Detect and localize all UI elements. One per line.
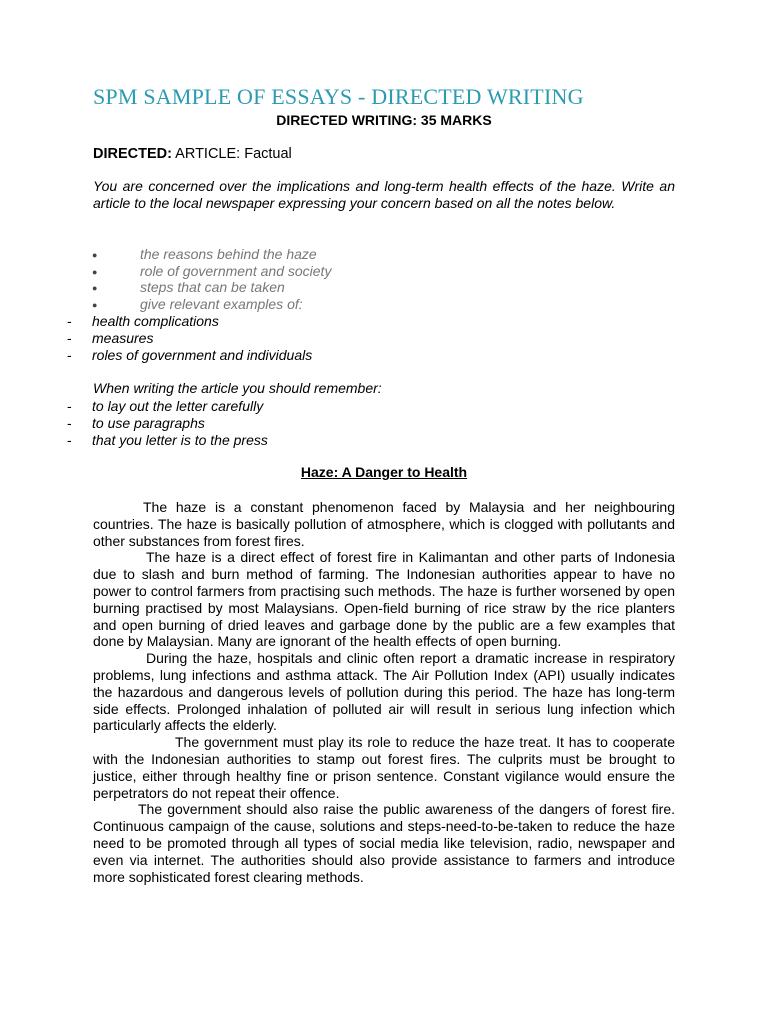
list-item: - roles of government and individuals — [67, 346, 313, 363]
directed-line — [93, 146, 292, 162]
directed-label: DIRECTED: — [93, 146, 172, 162]
remember-list — [0, 398, 768, 448]
bullet-icon: ● — [92, 266, 98, 277]
essay-paragraph: During the haze, hospitals and clinic often report a dramatic increase in respiratory problems, lung infections and asthma attack. The Air Pollution Index (API) usually indicates the hazardous and dangerous levels of pollution during this period. The haze has long-term side effects. Prolonged inhalation of polluted air will result in serious lung infection which particularly affects the elderly. — [93, 650, 675, 734]
task-instructions: You are concerned over the implications and long-term health effects of the haze. Write an article to the local newspaper expressing your concern based on all the notes below. — [93, 178, 675, 211]
directed-value: ARTICLE: Factual — [171, 146, 292, 162]
list-item: - to use paragraphs — [67, 414, 205, 431]
list-item: - to lay out the letter carefully — [67, 398, 264, 414]
list-item: ● steps that can be taken — [92, 279, 285, 295]
essay-body — [93, 499, 675, 885]
essay-paragraph: The government should also raise the public awareness of the dangers of forest fire. Continuous campaign of the cause, solutions and steps-need-to-be-taken to reduce the haze need to be promoted through all types of social media like television, radio, newspaper and even via internet. The authorities should also provide assistance to farmers and introduce more sophisticated forest clearing methods. — [93, 801, 675, 885]
list-item: - health complications — [67, 313, 219, 329]
essay-paragraph: The haze is a direct effect of forest fire in Kalimantan and other parts of Indonesia due to slash and burn method of farming. The Indonesian authorities appear to have no power to control farmers from practising such methods. The haze is further worsened by open burning practised by most Malaysians. Open-field burning of rice straw by the rice planters and open burning of dried leaves and garbage done by the public are a few examples that done by Malaysian. Many are ignorant of the health effects of open burning. — [93, 549, 675, 650]
list-item: ● give relevant examples of: — [92, 295, 303, 312]
bullet-icon: ● — [92, 250, 98, 260]
list-item: - measures — [67, 329, 154, 346]
notes-bullet-list — [0, 246, 768, 312]
examples-list — [0, 313, 768, 363]
bullet-icon: ● — [92, 299, 98, 310]
document-title: SPM SAMPLE OF ESSAYS - DIRECTED WRITING — [93, 84, 584, 109]
remember-heading: When writing the article you should remember: — [93, 380, 382, 396]
essay-paragraph: The government must play its role to reduce the haze treat. It has to cooperate with the Indonesian authorities to stamp out forest fires. The culprits must be brought to justice, either through healthy fine or prison sentence. Constant vigilance would ensure the perpetrators do not repeat their offence. — [93, 734, 675, 801]
bullet-icon: ● — [92, 283, 98, 293]
list-item: ● the reasons behind the haze — [92, 246, 317, 262]
list-item: ● role of government and society — [92, 262, 332, 279]
essay-title: Haze: A Danger to Health — [300, 464, 468, 480]
document-subtitle: DIRECTED WRITING: 35 MARKS — [276, 112, 492, 128]
list-item: - that you letter is to the press — [67, 431, 268, 448]
essay-paragraph: The haze is a constant phenomenon faced by Malaysia and her neighbouring countries. The haze is basically pollution of atmosphere, which is clogged with pollutants and other substances from forest fires. — [93, 499, 675, 549]
